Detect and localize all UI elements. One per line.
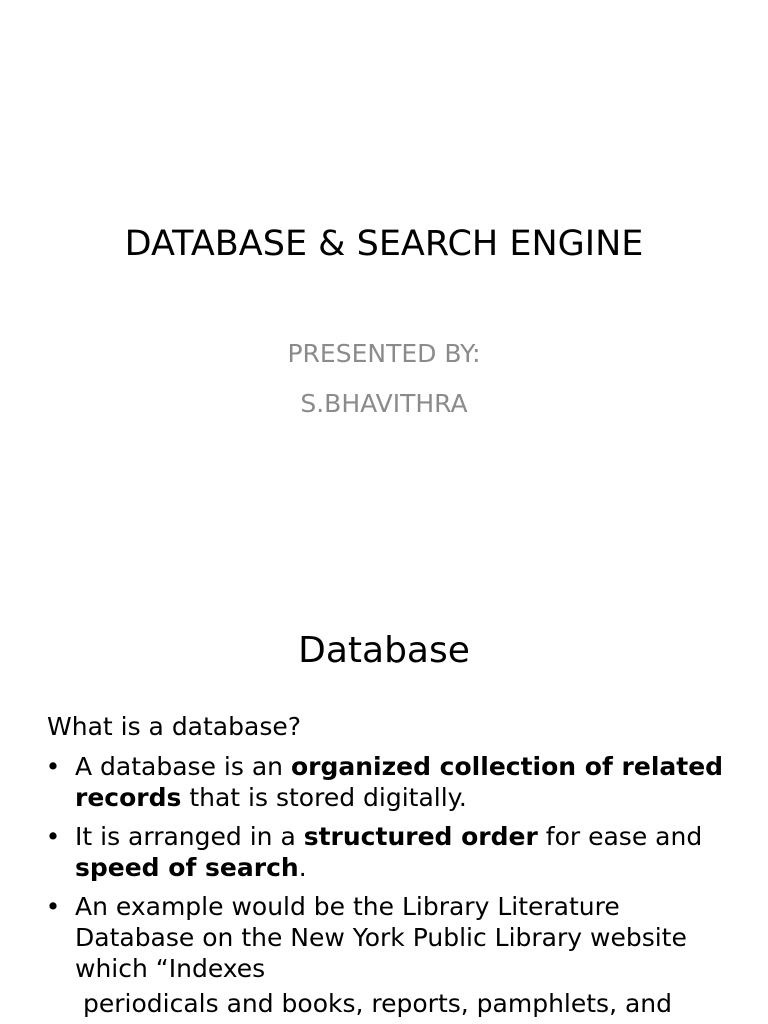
bullet-list [43, 751, 743, 992]
bullet-text: An example would be the Library Literature Database on the New York Public Library website which “Indexes [75, 892, 687, 983]
bullet-text-part: for ease and [537, 822, 703, 851]
bullet-emphasis: speed of search [75, 853, 299, 882]
bullet-text-part: . [298, 853, 307, 882]
presented-by-label: PRESENTED BY: [287, 339, 481, 368]
question-text: What is a database? [47, 712, 301, 741]
presenter-name: S.BHAVITHRA [300, 389, 468, 418]
continuation-text: periodicals and books, reports, pamphlets, and [83, 989, 673, 1018]
bullet-icon: • [45, 752, 61, 781]
section-heading: Database [298, 630, 470, 671]
bullet-emphasis: structured order [303, 822, 538, 851]
bullet-text-part: A database is an [75, 752, 291, 781]
slide-title: DATABASE & SEARCH ENGINE [124, 224, 644, 264]
bullet-text-part: that is stored digitally. [181, 783, 467, 812]
bullet-item [43, 891, 743, 984]
bullet-text [75, 821, 743, 883]
bullet-item [43, 751, 743, 813]
bullet-icon: • [45, 822, 61, 851]
bullet-text-part: It is arranged in a [75, 822, 304, 851]
bullet-icon: • [45, 892, 61, 921]
bullet-text [75, 751, 743, 813]
bullet-item [43, 821, 743, 883]
bullet-emphasis: organized collection of related records [75, 752, 724, 812]
